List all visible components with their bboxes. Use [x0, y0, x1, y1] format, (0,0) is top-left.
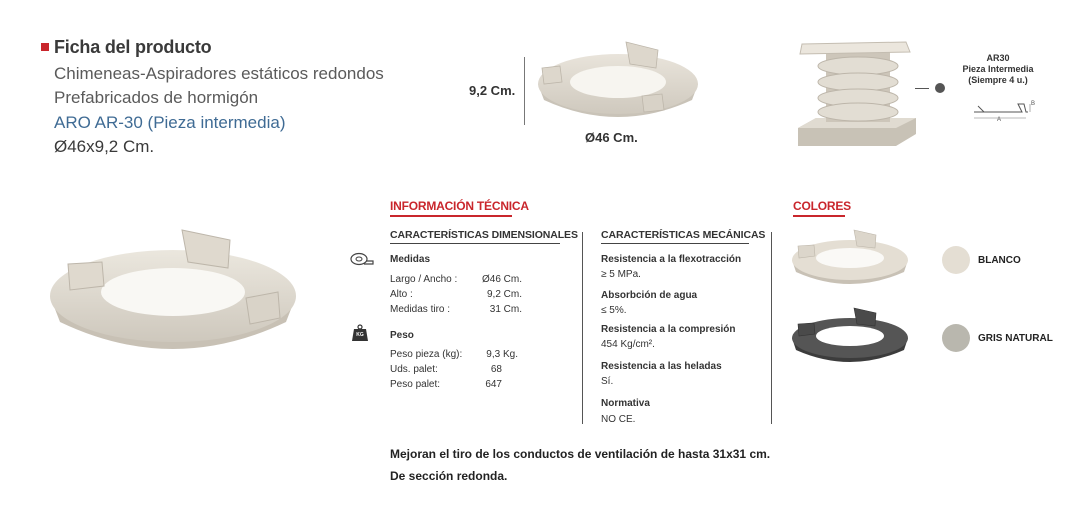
height-label: 9,2 Cm.: [469, 83, 516, 98]
product-size: Ø46x9,2 Cm.: [54, 137, 155, 156]
medida-label: Medidas tiro :: [390, 304, 451, 315]
mech-value: ≥ 5 MPa.: [601, 269, 641, 280]
mech-value: 454 Kg/cm².: [601, 339, 655, 350]
dim-b-label: B: [1031, 101, 1036, 107]
weight-icon-text: KG: [356, 332, 364, 338]
column-divider: [582, 232, 583, 424]
medida-label: Alto :: [390, 289, 413, 300]
mech-value: ≤ 5%.: [601, 305, 627, 316]
color-name-gris-natural: GRIS NATURAL: [978, 333, 1053, 344]
mech-value: NO CE.: [601, 414, 636, 425]
mech-label: Normativa: [601, 398, 650, 409]
footer-line-1: Mejoran el tiro de los conductos de ventilación de hasta 31x31 cm.: [390, 447, 771, 461]
page-title: Ficha del producto: [54, 37, 212, 57]
weight-icon: [351, 324, 369, 342]
profile-sketch: [972, 98, 1034, 124]
peso-row-label: Uds. palet:: [390, 364, 438, 375]
color-name-blanco: BLANCO: [978, 255, 1021, 266]
medida-value: 9,2 Cm.: [486, 289, 522, 300]
mechanical-underline: [601, 243, 749, 244]
ring-large-image: [46, 226, 300, 364]
medidas-label: Medidas: [390, 254, 431, 265]
medida-label: Largo / Ancho :: [390, 274, 458, 285]
color-swatch-blanco: [942, 246, 970, 274]
product-name: ARO AR-30 (Pieza intermedia): [54, 113, 286, 132]
diagram-note: (Siempre 4 u.): [968, 75, 1028, 85]
tech-info-heading: INFORMACIÓN TÉCNICA: [390, 199, 529, 213]
peso-row-value: 9,3 Kg.: [486, 349, 518, 360]
mech-value: Sí.: [601, 376, 614, 387]
mech-label: Resistencia a la compresión: [601, 324, 736, 335]
ring-top-image: [534, 38, 702, 130]
pointer-dot: [935, 83, 945, 93]
peso-label: Peso: [390, 330, 414, 341]
height-line: [524, 57, 525, 125]
mechanical-heading: CARACTERÍSTICAS MECÁNICAS: [601, 229, 766, 241]
column-divider: [771, 232, 772, 424]
medida-value: 31 Cm.: [489, 304, 522, 315]
product-subcategory: Prefabricados de hormigón: [54, 88, 259, 107]
diagram-piece: Pieza Intermedia: [962, 64, 1034, 74]
dimensional-heading: CARACTERÍSTICAS DIMENSIONALES: [390, 229, 578, 241]
peso-row-label: Peso palet:: [390, 379, 441, 390]
mech-label: Resistencia a las heladas: [601, 361, 722, 372]
product-category: Chimeneas-Aspiradores estáticos redondos: [54, 64, 384, 83]
ring-grey-image: [790, 306, 910, 368]
tech-info-underline: [390, 215, 512, 217]
ring-white-image: [790, 228, 910, 290]
title-bullet: [41, 43, 49, 51]
peso-row-label: Peso pieza (kg):: [390, 349, 463, 360]
footer-line-2: De sección redonda.: [390, 469, 508, 483]
pointer-line: [915, 88, 929, 89]
colors-underline: [793, 215, 845, 217]
diagram-code: AR30: [986, 53, 1010, 63]
color-swatch-gris-natural: [942, 324, 970, 352]
mech-label: Absorbción de agua: [601, 290, 698, 301]
peso-row-value: 647: [485, 379, 502, 390]
dim-a-label: A: [997, 117, 1002, 123]
peso-row-value: 68: [490, 364, 502, 375]
dimensional-underline: [390, 243, 560, 244]
mech-label: Resistencia a la flexotracción: [601, 254, 742, 265]
tape-measure-icon: [350, 252, 374, 266]
diameter-label: Ø46 Cm.: [585, 130, 638, 145]
colors-heading: COLORES: [793, 199, 851, 213]
chimney-stack-image: [796, 38, 918, 150]
medida-value: Ø46 Cm.: [481, 274, 522, 285]
